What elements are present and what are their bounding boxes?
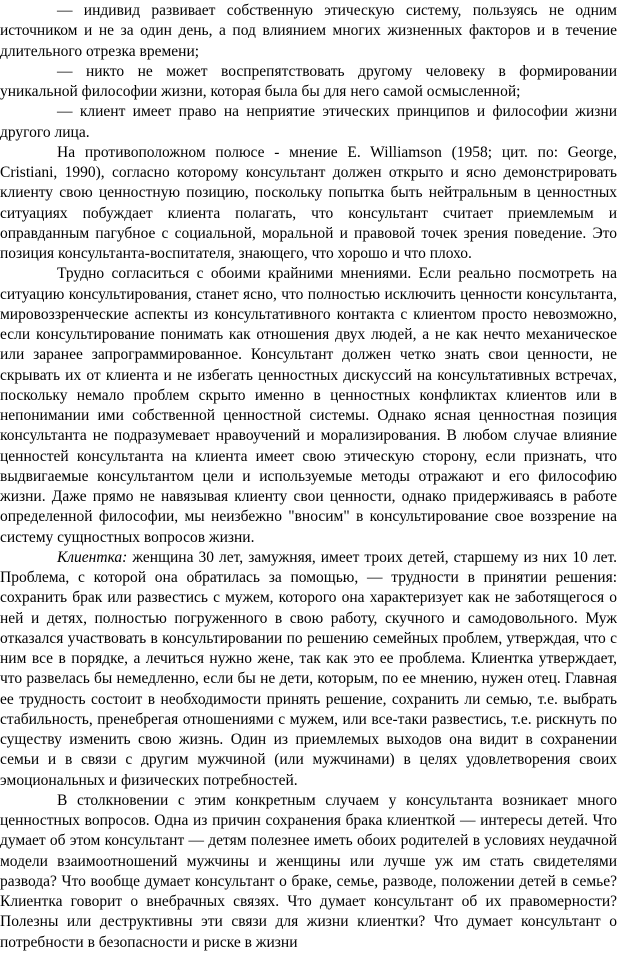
paragraph-value-questions: В столкновении с этим конкретным случаем у консультанта возникает много ценностных вопросов. Одна из причин сохранения брака клиенткой — интересы детей. Что думает об этом консультант — детям полезнее иметь обоих родителей в условиях неудачной модели взаимоотношений мужчины и женщины или лучше уж им стать свидетелями развода? Что вообще думает консультант о браке, семье, разводе, положении детей в семье? Клиентка говорит о внебрачных связях. Что думает консультант об их правомерности? Полезны или деструктивны эти связи для жизни клиентки? Что думает консультант о потребности в безопасности и риске в жизни: [0, 791, 617, 951]
paragraph-williamson: На противоположном полюсе - мнение E. Williamson (1958; цит. по: George, Cristiani, 1990), согласно которому консультант должен открыто и ясно демонстрировать клиенту свою ценностную позицию, поскольку попытка быть нейтральным в ценностных ситуациях побуждает клиента полагать, что консультант считает приемлемым и оправданным пагубное с социальной, моральной и правовой точек зрения поведение. Это позиция консультанта-воспитателя, знающего, что хорошо и что плохо.: [0, 143, 617, 262]
paragraph-bullet-1: — индивид развивает собственную этическую систему, пользуясь не одним источником и не за один день, а под влиянием многих жизненных факторов и в течение длительного отрезка времени;: [0, 2, 617, 60]
client-case-text: женщина 30 лет, замужняя, имеет троих детей, старшему из них 10 лет. Проблема, с которой она обратилась за помощью, — трудности в принятии решения: сохранить брак или развестись с мужем, которого она характеризует как не заботящегося о ней и детях, полностью погруженного в свою работу, скучного и самодовольного. Муж отказался участвовать в консультировании по решению семейных проблем, утверждая, что с ним все в порядке, а лечиться нужно жене, так как это ее проблема. Клиентка утверждает, что развелась бы немедленно, если бы не дети, которым, по ее мнению, нужен отец. Главная ее трудность состоит в необходимости принять решение, сохранить ли семью, т.е. выбрать стабильность, пренебрегая отношениями с мужем, или все-таки развестись, т.е. рискнуть по существу изменить свою жизнь. Один из приемлемых выходов она видит в сохранении семьи и в связи с другим мужчиной (или мужчинами) в целях удовлетворения своих эмоциональных и физических потребностей.: [0, 548, 617, 789]
paragraph-argument: Трудно согласиться с обоими крайними мнениями. Если реально посмотреть на ситуацию консультирования, станет ясно, что полностью исключить ценности консультанта, мировоззренческие аспекты из консультативного контакта с клиентом просто невозможно, если консультирование понимать как отношения двух людей, а не как нечто механическое или заранее запрограммированное. Консультант должен четко знать свои ценности, не скрывать их от клиента и не избегать ценностных дискуссий на консультативных встречах, поскольку немало проблем скрыто именно в ценностных конфликтах клиентов или в непонимании ими собственной ценностной системы. Однако ясная ценностная позиция консультанта не подразумевает нравоучений и морализирования. В любом случае влияние ценностей консультанта на клиента имеет свою этическую сторону, если признать, что выдвигаемые консультантом цели и используемые методы отражают и его философию жизни. Даже прямо не навязывая клиенту свои ценности, однако придерживаясь в работе определенной философии, мы неизбежно "вносим" в консультирование свое воззрение на систему сущностных вопросов жизни.: [0, 265, 617, 546]
paragraph-client-case: [0, 548, 617, 791]
client-label: Клиентка:: [57, 548, 128, 566]
paragraph-bullet-3: — клиент имеет право на неприятие этических принципов и философии жизни другого лица.: [0, 103, 617, 141]
paragraph-bullet-2: — никто не может воспрепятствовать другому человеку в формировании уникальной философии жизни, которая была бы для него самой осмысленной;: [0, 62, 617, 100]
